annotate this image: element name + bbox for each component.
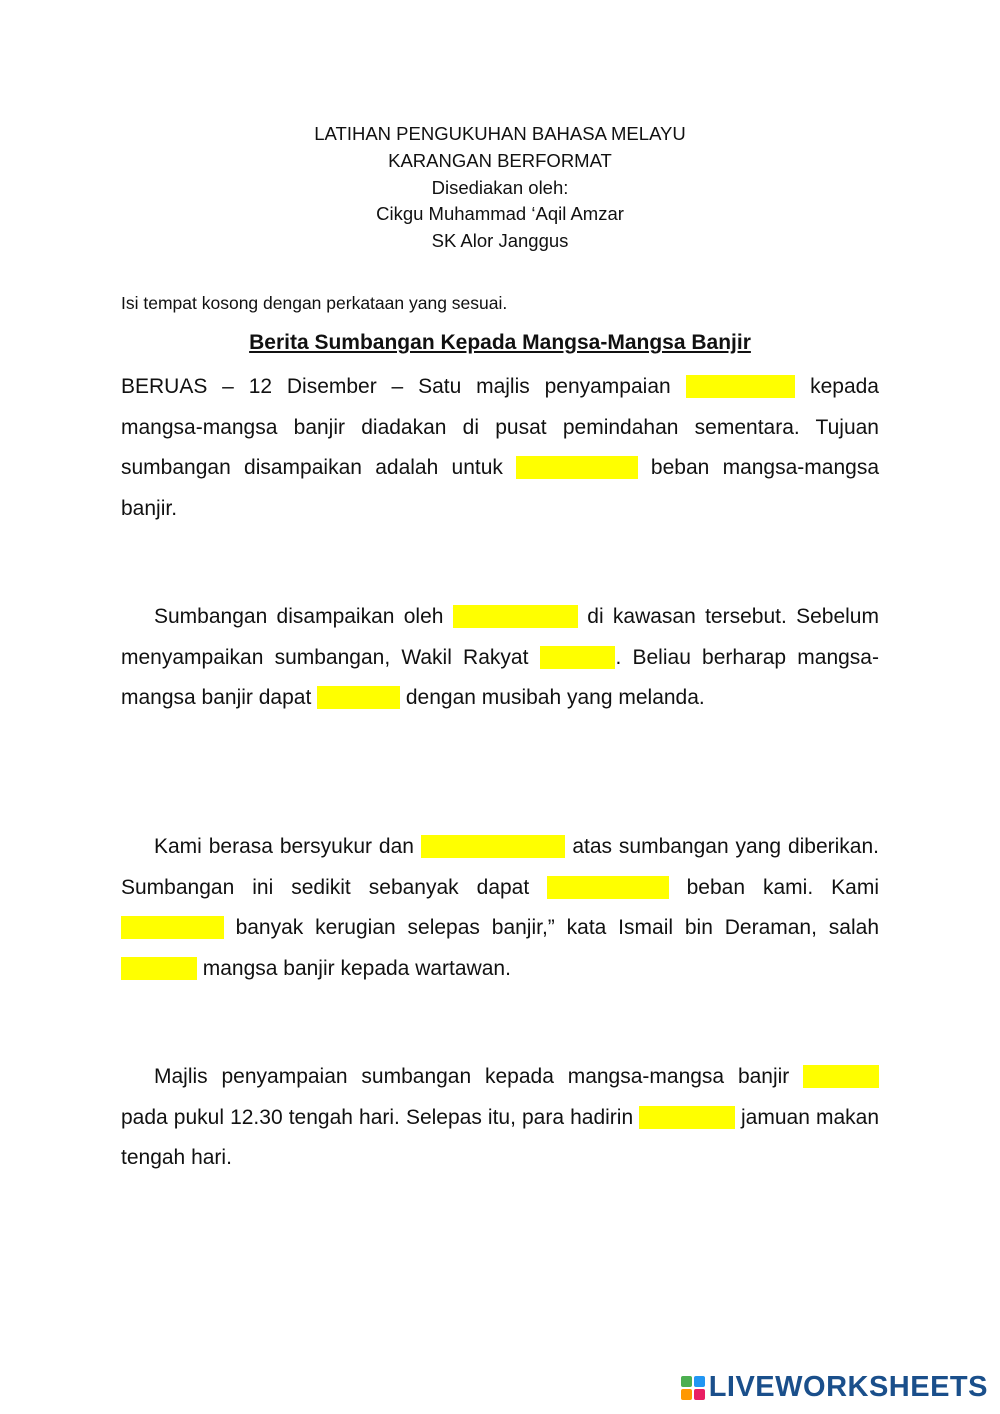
text-segment: beban mangsa-mangsa banjir. xyxy=(121,456,879,520)
blank-answer-field[interactable]: bersabar xyxy=(317,686,401,709)
text-segment: mangsa banjir kepada wartawan. xyxy=(196,956,511,980)
header-school: SK Alor Janggus xyxy=(431,230,569,252)
liveworksheets-logo-icon xyxy=(681,1376,705,1400)
paragraph-2 xyxy=(121,597,879,719)
text-segment: beban kami. Kami xyxy=(668,875,879,899)
logo-text: LIVEWORKSHEETS xyxy=(708,1371,988,1403)
text-segment: atas sumbangan yang diberikan. Sumbangan ini sedikit sebanyak dapat xyxy=(121,835,879,899)
logo-tile xyxy=(694,1389,705,1400)
blank-answer-field[interactable]: mengalami xyxy=(121,916,224,939)
blank-answer-field[interactable]: berakhir xyxy=(803,1065,879,1088)
text-segment: Kami berasa bersyukur dan xyxy=(154,835,421,858)
logo-tile xyxy=(694,1376,705,1387)
instruction-text: Isi tempat kosong dengan perkataan yang sesuai. xyxy=(121,293,508,313)
worksheet-header xyxy=(0,121,1000,255)
text-segment: Sumbangan disampaikan oleh xyxy=(154,605,453,628)
blank-answer-field[interactable]: Wakil Rakyat xyxy=(452,605,578,628)
blank-answer-field[interactable]: berucap xyxy=(539,645,616,669)
text-segment: kepada mangsa-mangsa banjir diadakan di pusat pemindahan sementara. Tujuan sumbangan disampaikan adalah untuk xyxy=(121,375,879,479)
header-author: Cikgu Muhammad ‘Aqil Amzar xyxy=(376,203,624,225)
blank-answer-field[interactable]: meringankan xyxy=(516,456,638,479)
logo-tile xyxy=(681,1389,692,1400)
text-segment: pada pukul 12.30 tengah hari. Selepas itu, para hadirin xyxy=(121,1105,640,1129)
paragraph-4 xyxy=(121,1057,879,1179)
text-segment: . Beliau berharap mangsa-mangsa banjir dapat xyxy=(121,645,879,709)
logo-tile xyxy=(681,1376,692,1387)
text-segment: dengan musibah yang melanda. xyxy=(400,686,705,709)
header-prepared-by: Disediakan oleh: xyxy=(431,176,569,198)
header-title: LATIHAN PENGUKUHAN BAHASA MELAYU xyxy=(314,123,686,144)
text-segment: Majlis penyampaian sumbangan kepada mangsa-mangsa banjir xyxy=(154,1065,804,1088)
text-segment: banyak kerugian selepas banjir,” kata Ismail bin Deraman, salah xyxy=(223,916,879,939)
blank-answer-field[interactable]: meringankan xyxy=(547,875,669,899)
article-title: Berita Sumbangan Kepada Mangsa-Mangsa Banjir xyxy=(249,331,751,354)
paragraph-1 xyxy=(121,367,879,529)
blank-answer-field[interactable]: menikmati xyxy=(639,1105,735,1129)
header-subtitle: KARANGAN BERFORMAT xyxy=(388,149,612,171)
liveworksheets-logo xyxy=(681,1371,988,1404)
blank-answer-field[interactable]: seorang xyxy=(121,956,197,980)
text-segment: di kawasan tersebut. Sebelum menyampaikan sumbangan, Wakil Rakyat xyxy=(121,605,879,669)
paragraph-3 xyxy=(121,827,879,989)
blank-answer-field[interactable]: sumbangan xyxy=(685,375,796,398)
text-segment: jamuan makan tengah hari. xyxy=(121,1105,879,1169)
text-segment: BERUAS – 12 Disember – Satu majlis penyampaian xyxy=(121,375,686,398)
blank-answer-field[interactable]: berterima kasih xyxy=(420,835,566,858)
